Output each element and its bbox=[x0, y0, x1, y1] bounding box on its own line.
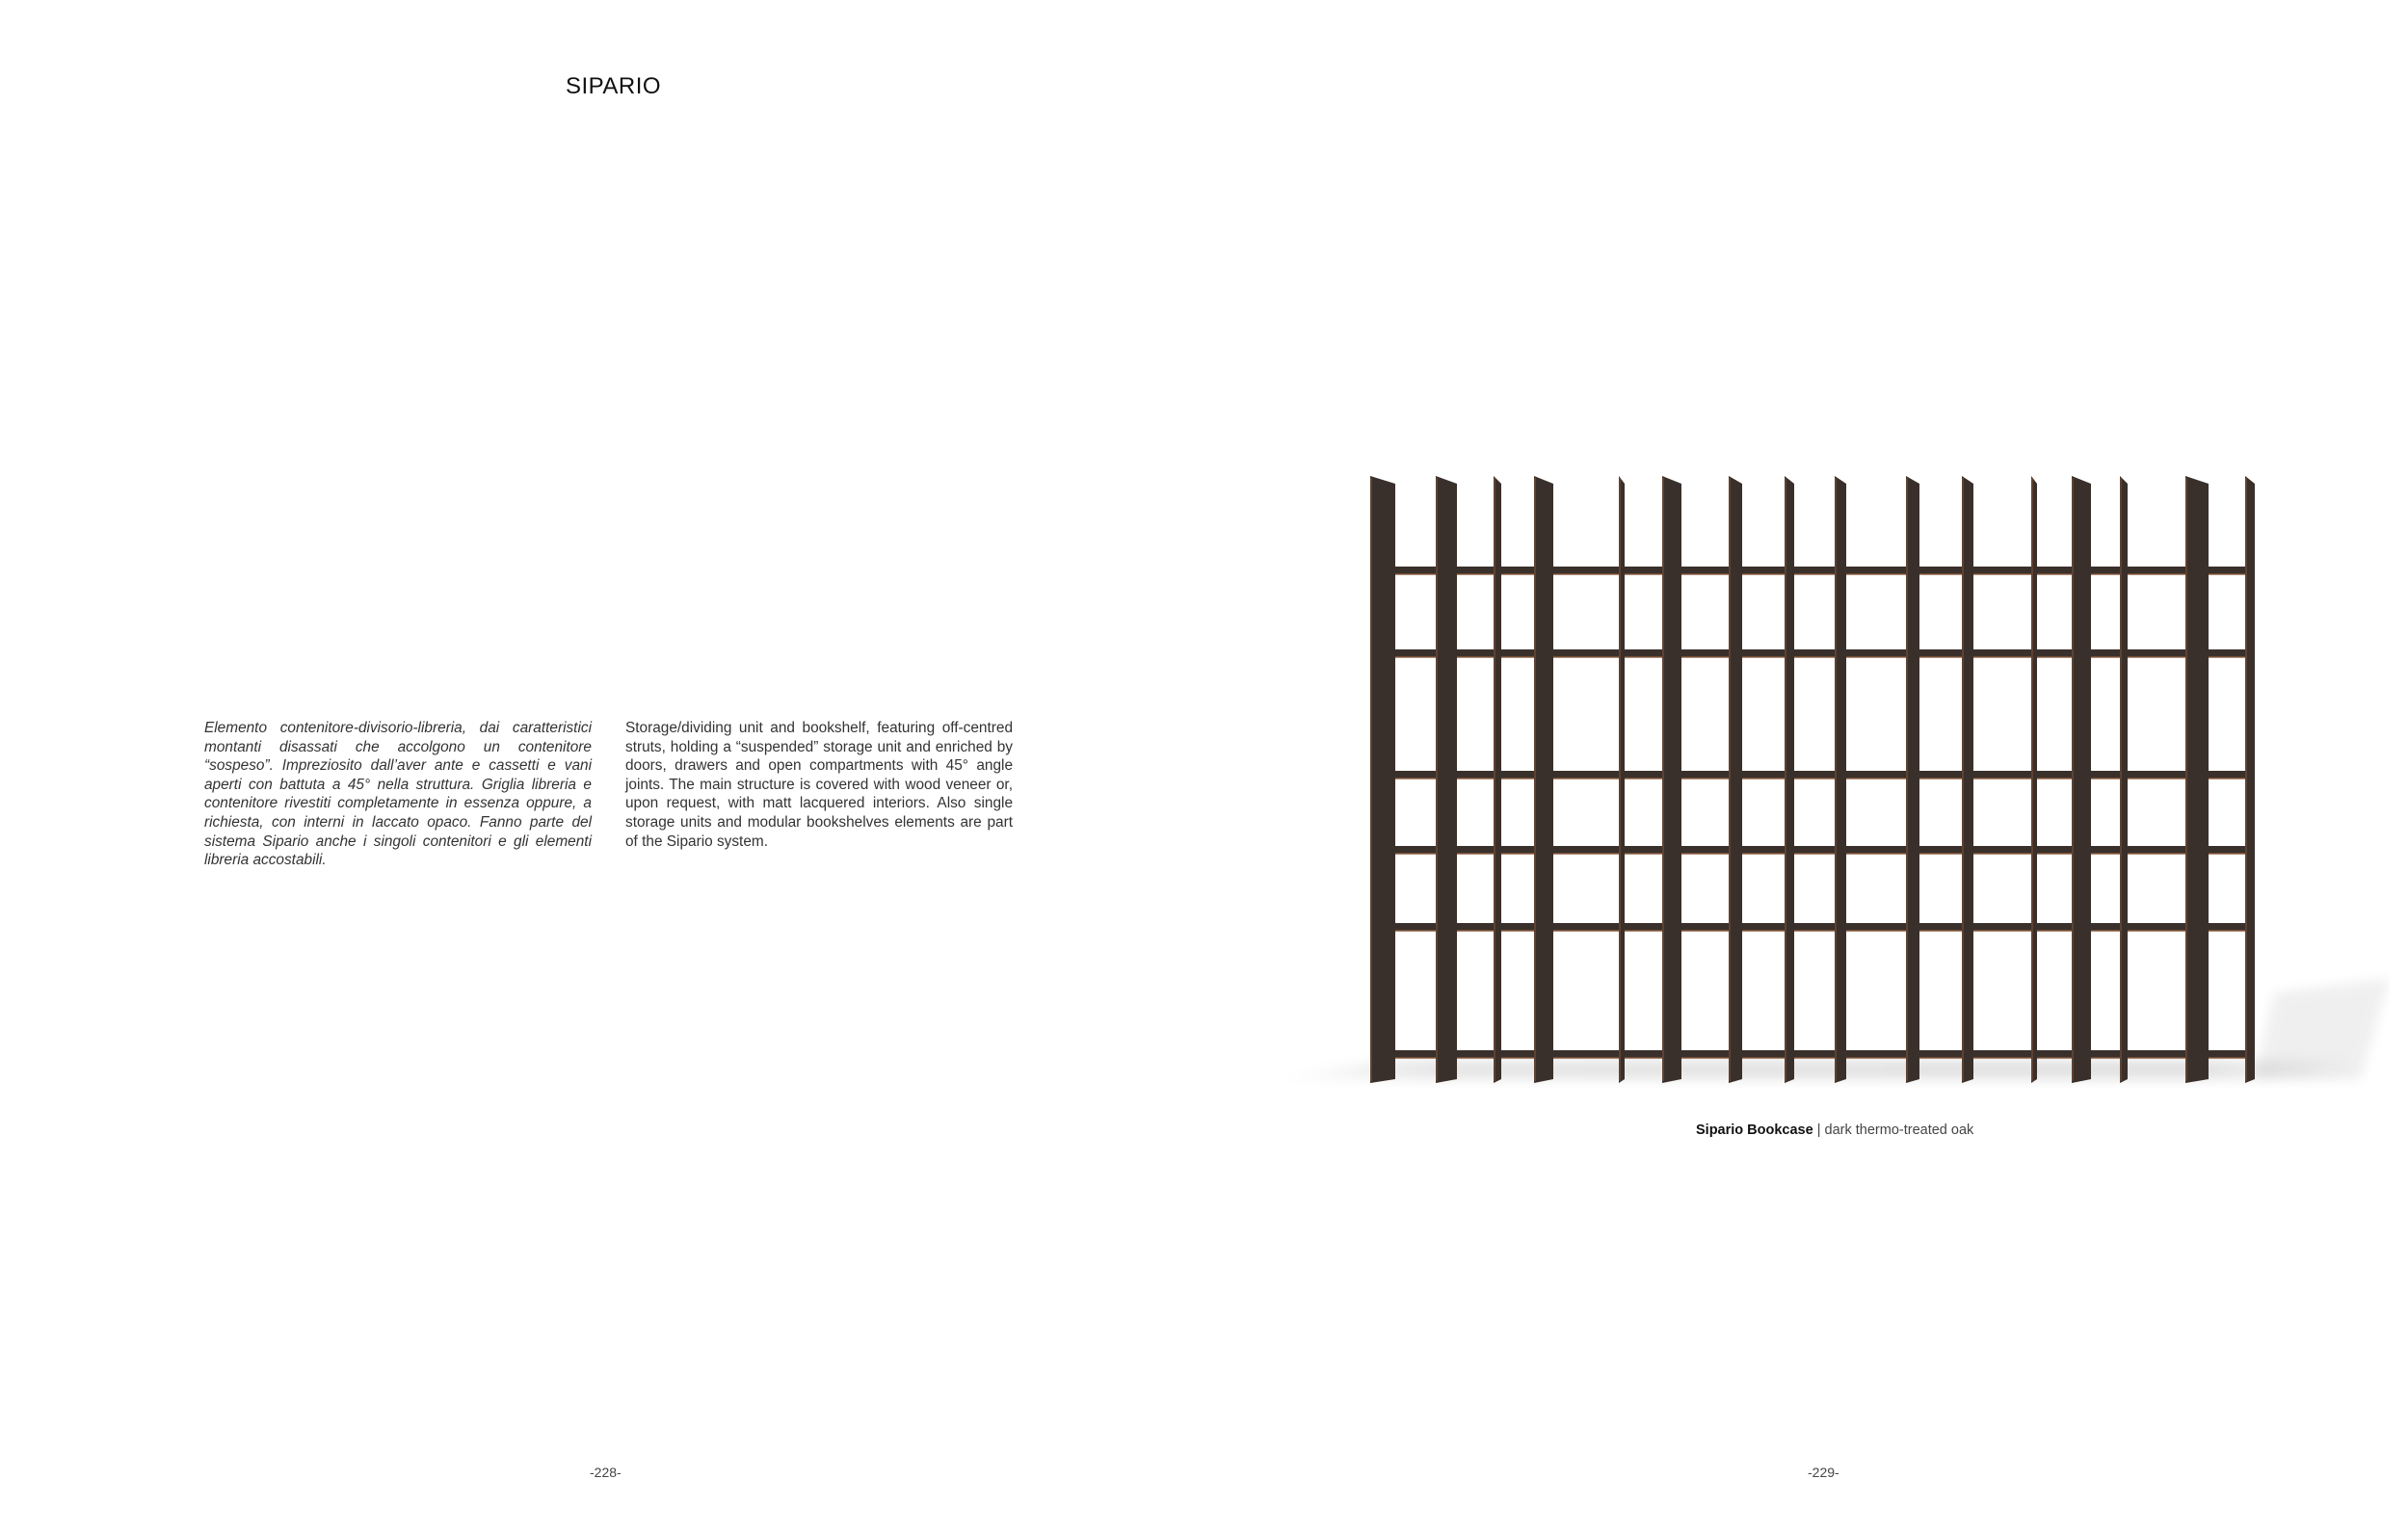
vertical-strut bbox=[1962, 476, 1973, 1083]
vertical-strut bbox=[1436, 476, 1457, 1083]
description-italian: Elemento contenitore-divisorio-libreria, dai caratteristici montanti disassati che accolgono un contenitore “sospeso”. Impreziosito dall’aver ante e cassetti e vani aperti con battuta a 45° nella struttura. Griglia libreria e contenitore rivestiti completamente in essenza oppure, a richiesta, con interni in laccato opaco. Fanno parte del sistema Sipario anche i singoli contenitori e gli elementi libreria accostabili. bbox=[204, 720, 592, 869]
page-title: SIPARIO bbox=[566, 73, 662, 99]
floor-shadow-right bbox=[2255, 978, 2390, 1079]
vertical-strut bbox=[2185, 476, 2209, 1083]
vertical-strut bbox=[1835, 476, 1846, 1083]
vertical-strut bbox=[1906, 476, 1919, 1083]
vertical-strut bbox=[1662, 476, 1681, 1083]
page-number-left: -228- bbox=[590, 1465, 622, 1480]
description-english: Storage/dividing unit and bookshelf, featuring off-centred struts, holding a “suspended” storage unit and enriched by doors, drawers and open compartments with 45° angle joints. The main structure is covered with wood veneer or, upon request, with matt lacquered interiors. Also single storage units and modular bookshelves elements are part of the Sipario system. bbox=[625, 720, 1013, 850]
caption-finish: dark thermo-treated oak bbox=[1824, 1123, 1974, 1138]
vertical-strut bbox=[1729, 476, 1742, 1083]
vertical-strut bbox=[1534, 476, 1553, 1083]
caption-separator: | bbox=[1813, 1123, 1825, 1138]
product-caption bbox=[1696, 1123, 1973, 1138]
caption-product-name: Sipario Bookcase bbox=[1696, 1123, 1813, 1138]
page-number-right: -229- bbox=[1808, 1465, 1839, 1480]
bookcase-illustration-icon bbox=[1253, 453, 2390, 1108]
vertical-strut bbox=[1370, 476, 1395, 1083]
vertical-strut bbox=[2072, 476, 2091, 1083]
